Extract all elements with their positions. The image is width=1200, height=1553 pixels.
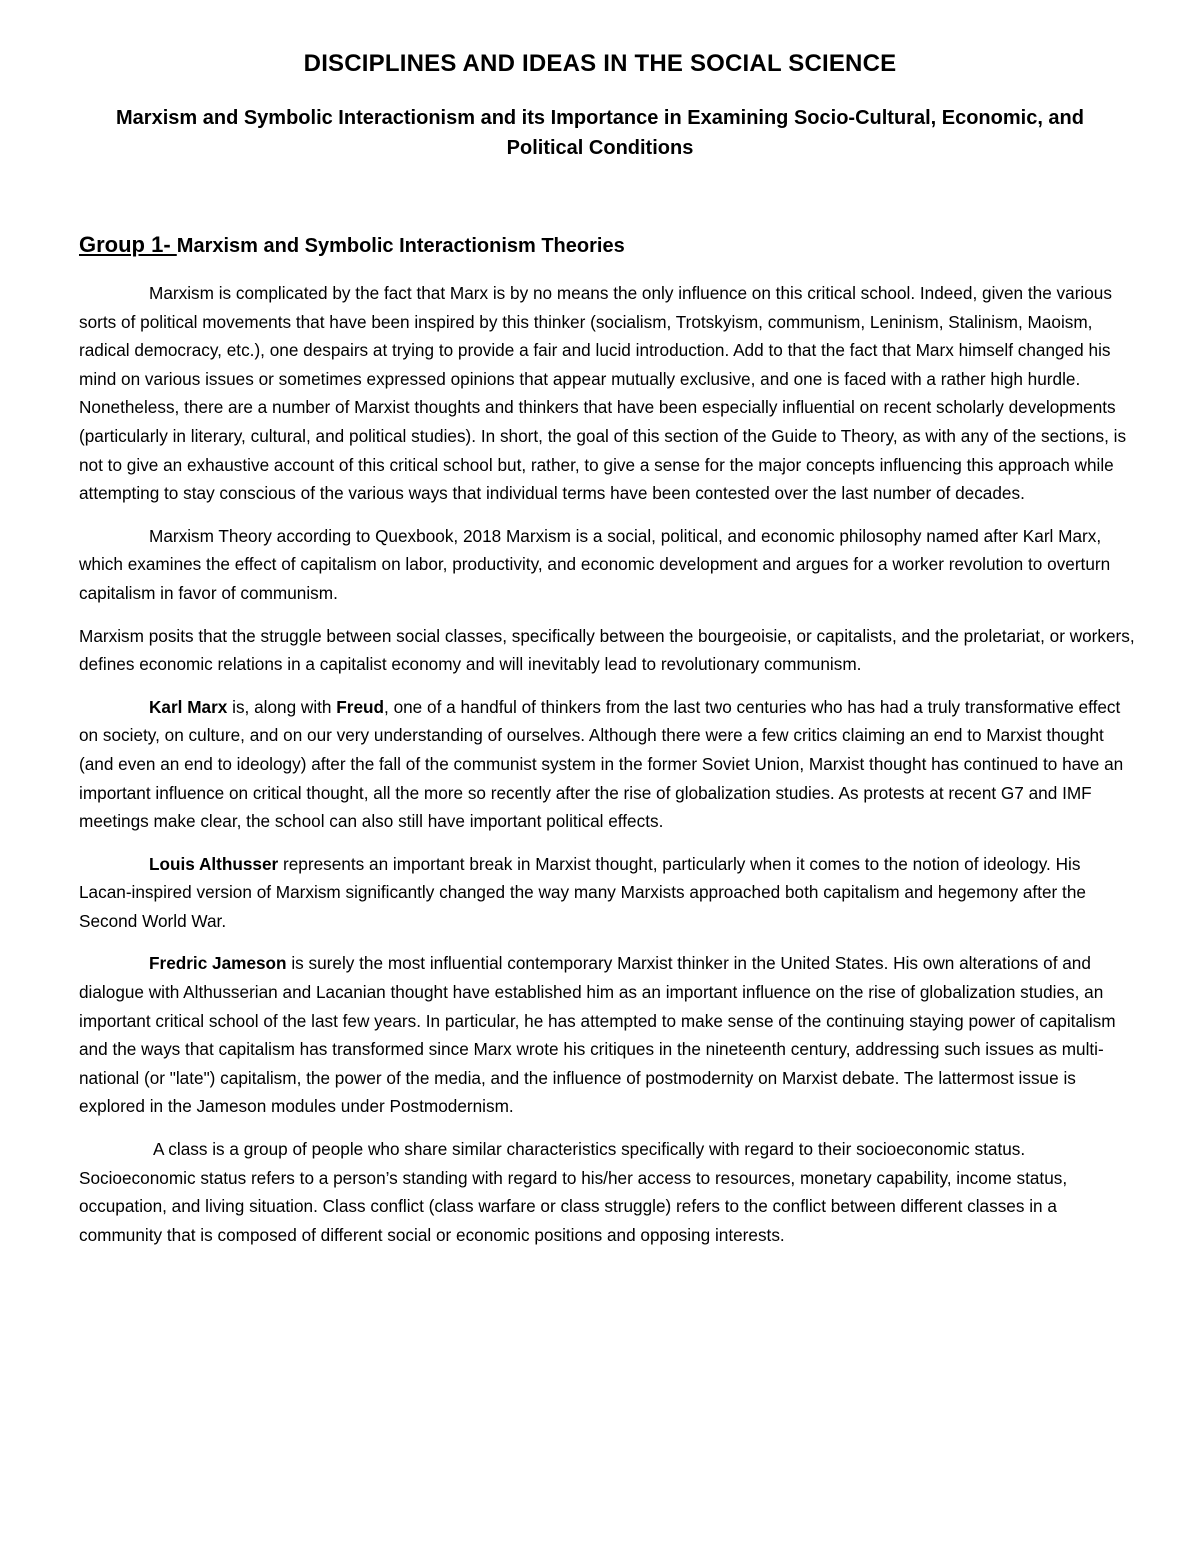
paragraph-class-definition: A class is a group of people who share similar characteristics specifically with regard to their socioeconomic status. Socioeconomic status refers to a person’s standing with regard to his/her access to resources, monetary capability, income status, occupation, and living situation. Class conflict (class warfare or class struggle) refers to the conflict between different classes in a community that is composed of different social or economic positions and opposing interests. <box>79 1139 1068 1245</box>
paragraph-karl-marx <box>79 693 1135 836</box>
paragraph-althusser <box>79 850 1135 936</box>
document-title: DISCIPLINES AND IDEAS IN THE SOCIAL SCIENCE <box>303 50 897 77</box>
name-louis-althusser: Louis Althusser <box>149 853 279 874</box>
paragraph-text: is surely the most influential contemporary Marxist thinker in the United States. His own alterations of and dialogue with Althusserian and Lacanian thought have established him as an important influence on the rise of globalization studies, an important critical school of the last few years. In particular, he has attempted to make sense of the continuing staying power of capitalism and the ways that capitalism has transformed since Marx wrote his critiques in the nineteenth century, addressing such issues as multi-national (or "late") capitalism, the power of the media, and the influence of postmodernity on Marxist debate. The lattermost issue is explored in the Jameson modules under Postmodernism. <box>79 953 1116 1117</box>
section-heading <box>79 232 625 258</box>
paragraph-marxism-theory: Marxism Theory according to Quexbook, 2018 Marxism is a social, political, and economic philosophy named after Karl Marx, which examines the effect of capitalism on labor, productivity, and economic development and argues for a worker revolution to overturn capitalism in favor of communism. <box>79 525 1111 603</box>
document-subtitle: Marxism and Symbolic Interactionism and its Importance in Examining Socio-Cultural, Economic, and Political Conditions <box>116 107 1084 159</box>
paragraph-text: represents an important break in Marxist thought, particularly when it comes to the notion of ideology. His Lacan-inspired version of Marxism significantly changed the way many Marxists approached both capitalism and hegemony after the Second World War. <box>79 853 1086 931</box>
section-title: Marxism and Symbolic Interactionism Theories <box>176 235 625 257</box>
paragraph-text: is, along with <box>227 696 337 717</box>
name-karl-marx: Karl Marx <box>149 696 228 717</box>
paragraph-marxism-intro: Marxism is complicated by the fact that Marx is by no means the only influence on this critical school. Indeed, given the various sorts of political movements that have been inspired by this thinker (socialism, Trotskyism, communism, Leninism, Stalinism, Maoism, radical democracy, etc.), one despairs at trying to provide a fair and lucid introduction. Add to that the fact that Marx himself changed his mind on various issues or sometimes expressed opinions that appear mutually exclusive, and one is faced with a rather high hurdle. Nonetheless, there are a number of Marxist thoughts and thinkers that have been especially influential on recent scholarly developments (particularly in literary, cultural, and political studies). In short, the goal of this section of the Guide to Theory, as with any of the sections, is not to give an exhaustive account of this critical school but, rather, to give a sense for the major concepts influencing this approach while attempting to stay conscious of the various ways that individual terms have been contested over the last number of decades. <box>79 283 1127 504</box>
group-label: Group 1- <box>79 232 177 257</box>
paragraph-jameson <box>79 949 1135 1121</box>
name-fredric-jameson: Fredric Jameson <box>149 953 287 974</box>
document-body <box>79 279 1135 1263</box>
paragraph-class-struggle: Marxism posits that the struggle between social classes, specifically between the bourgeoisie, or capitalists, and the proletariat, or workers, defines economic relations in a capitalist economy and will inevitably lead to revolutionary communism. <box>79 625 1135 675</box>
paragraph-text: , one of a handful of thinkers from the last two centuries who has had a truly transformative effect on society, on culture, and on our very understanding of ourselves. Although there were a few critics claiming an end to Marxist thought (and even an end to ideology) after the fall of the communist system in the former Soviet Union, Marxist thought has continued to have an important influence on critical thought, all the more so recently after the rise of globalization studies. As protests at recent G7 and IMF meetings make clear, the school can also still have important political effects. <box>79 696 1124 832</box>
name-freud: Freud <box>336 696 385 717</box>
